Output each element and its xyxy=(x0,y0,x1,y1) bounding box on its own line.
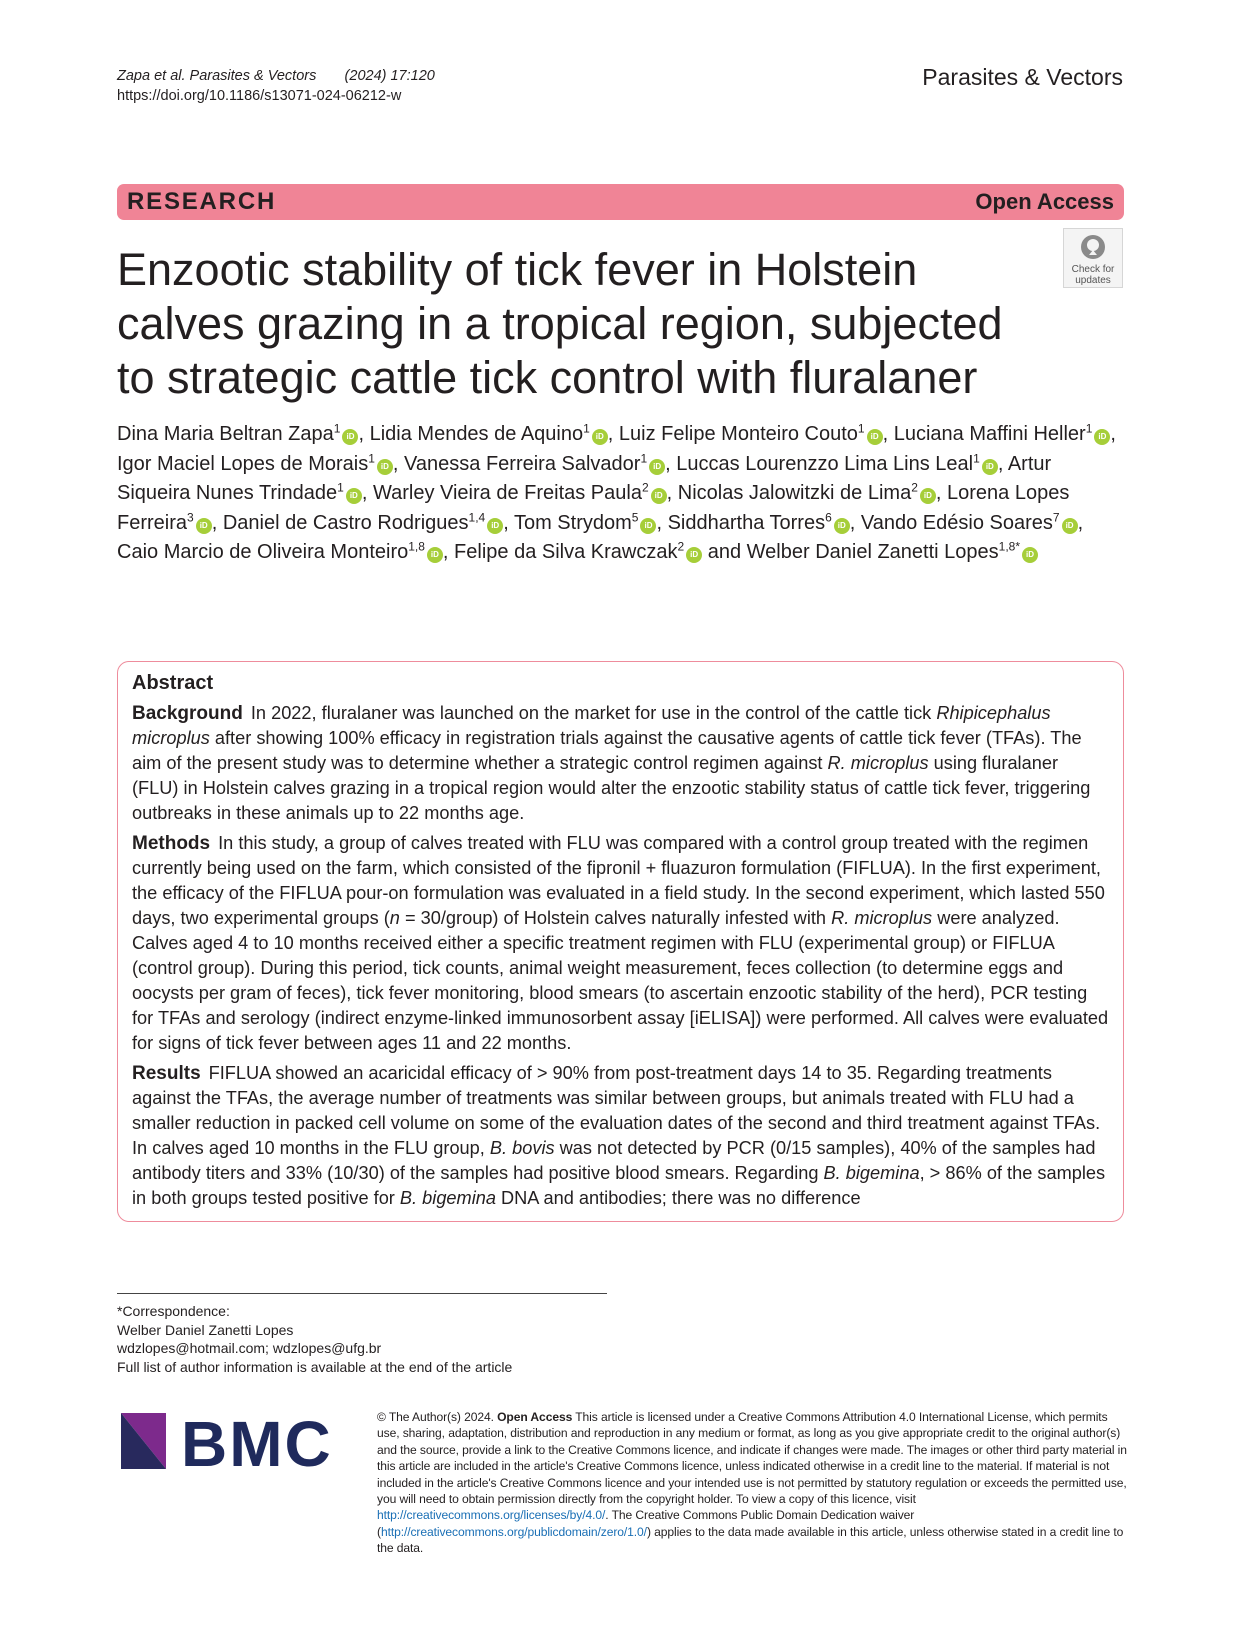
author-entry xyxy=(117,541,454,563)
author-separator: , xyxy=(503,511,514,534)
author-entry xyxy=(678,482,947,504)
orcid-icon[interactable]: iD xyxy=(592,429,608,445)
article-type-label: RESEARCH xyxy=(127,188,277,215)
orcid-icon[interactable]: iD xyxy=(487,518,503,534)
check-for-updates-button[interactable] xyxy=(1063,228,1123,288)
author-entry xyxy=(117,423,370,445)
author-affiliation: 2 xyxy=(641,480,649,495)
author-entry xyxy=(894,423,1116,445)
author-entry xyxy=(404,450,677,475)
results-label: Results xyxy=(132,1063,201,1084)
bmc-logo-text: BMC xyxy=(181,1411,333,1471)
author-separator: , xyxy=(656,511,668,534)
author-entry xyxy=(676,450,1008,475)
orcid-icon[interactable]: iD xyxy=(834,518,850,534)
author-name[interactable]: Daniel de Castro Rodrigues xyxy=(222,511,469,534)
author-affiliation: 1,4 xyxy=(468,509,486,524)
author-name[interactable]: Artur Siqueira Nunes Trindade xyxy=(117,452,1052,504)
author-affiliation: 6 xyxy=(825,509,832,524)
footnote-divider xyxy=(117,1293,607,1294)
license-body-1: This article is licensed under a Creative Commons Attribution 4.0 International License, which permits use, sharing, adaptation, distribution and reproduction in any medium or format, as long as you give appropriate credit to the original author(s) and the source, provide a link to the Creative Commons licence, and indicate if changes were made. The images or other third party material in this article are included in the article's Creative Commons licence, unless indicated otherwise in a credit line to the material. If material is not included in the article's Creative Commons licence and your intended use is not permitted by statutory regulation or exceeds the permitted use, you will need to obtain permission directly from the copyright holder. To view a copy of this licence, visit xyxy=(377,1410,1127,1507)
author-separator: , xyxy=(665,452,677,475)
author-separator: , xyxy=(666,482,678,504)
orcid-icon[interactable]: iD xyxy=(1022,547,1038,563)
author-separator: , xyxy=(211,511,223,534)
citation-authors: Zapa et al. xyxy=(117,68,186,84)
author-name[interactable]: Luiz Felipe Monteiro Couto xyxy=(618,423,858,445)
author-separator: , xyxy=(358,423,370,445)
orcid-icon[interactable]: iD xyxy=(1062,518,1078,534)
license-body-3: ) applies to the data made available in this article, unless otherwise stated in a credit line to the data. xyxy=(377,1524,1124,1556)
author-name[interactable]: Lidia Mendes de Aquino xyxy=(369,423,584,445)
results-text: FIFLUA showed an acaricidal efficacy of > 90% from post-treatment days 14 to 35. Regarding treatments against the TFAs, the average number of treatments was similar between groups, but animals treated with FLU had a smaller reduction in packed cell volume on some of the evaluation dates of the second and third treatment against TFAs. In calves aged 10 months in the FLU group, B. bovis was not detected by PCR (0/15 samples), 40% of the samples had antibody titers and 33% (10/30) of the samples had positive blood smears. Regarding B. bigemina, > 86% of the samples in both groups tested positive for B. bigemina DNA and antibodies; there was no difference xyxy=(132,1063,1106,1208)
author-affiliation: 1,8 xyxy=(408,539,425,554)
author-affiliation: 5 xyxy=(631,509,639,524)
license-copyright: © The Author(s) 2024. xyxy=(377,1410,494,1424)
author-affiliation: 1 xyxy=(857,421,865,436)
orcid-icon[interactable]: iD xyxy=(640,518,656,534)
citation-line xyxy=(117,66,435,86)
journal-name: Parasites & Vectors xyxy=(922,64,1123,90)
author-entry xyxy=(513,509,668,534)
author-entry xyxy=(222,509,514,534)
check-updates-icon xyxy=(1079,233,1107,261)
author-name[interactable]: Luccas Lourenzzo Lima Lins Leal xyxy=(676,452,974,475)
correspondence-emails[interactable]: wdzlopes@hotmail.com; wdzlopes@ufg.br xyxy=(117,1340,382,1356)
author-affiliation: 1 xyxy=(333,421,341,436)
orcid-icon[interactable]: iD xyxy=(686,547,702,563)
author-affiliation: 1 xyxy=(640,450,648,465)
author-separator: , xyxy=(361,482,373,504)
author-separator: and xyxy=(702,541,747,563)
orcid-icon[interactable]: iD xyxy=(867,429,883,445)
author-name[interactable]: Welber Daniel Zanetti Lopes xyxy=(746,541,999,563)
orcid-icon[interactable]: iD xyxy=(1094,429,1110,445)
citation-journal: Parasites & Vectors xyxy=(189,68,317,84)
author-affiliation: 1 xyxy=(583,421,590,436)
license-body-2: . The Creative Commons Public Domain Dedication waiver ( xyxy=(377,1508,915,1539)
author-entry xyxy=(454,541,747,563)
orcid-icon[interactable]: iD xyxy=(920,488,936,504)
author-separator: , xyxy=(1077,511,1084,534)
author-entry xyxy=(667,509,861,534)
correspondence-label: *Correspondence: xyxy=(117,1303,230,1319)
orcid-icon[interactable]: iD xyxy=(196,518,212,534)
orcid-icon[interactable]: iD xyxy=(649,459,665,475)
check-updates-line1: Check for xyxy=(1071,264,1115,275)
cc-by-link[interactable]: http://creativecommons.org/licenses/by/4.0/ xyxy=(377,1508,606,1523)
methods-text: In this study, a group of calves treated with FLU was compared with a control group treated with the regimen currently being used on the farm, which consisted of the fipronil + fluazuron formulation (FIFLUA). In the first experiment, the efficacy of the FIFLUA pour-on formulation was evaluated in a field study. In the second experiment, which lasted 550 days, two experimental groups (n = 30/group) of Holstein calves naturally infested with R. microplus were analyzed. Calves aged 4 to 10 months received either a specific treatment regimen with FLU (experimental group) or FIFLUA (control group). During this period, tick counts, animal weight measurement, feces collection (to determine eggs and oocysts per gram of feces), tick fever monitoring, blood smears (to ascertain enzootic stability of the herd), PCR testing for TFAs and serology (indirect enzyme-linked immunosorbent assay [iELISA]) were performed. All calves were evaluated for signs of tick fever between ages 11 and 22 months. xyxy=(132,833,1109,1053)
author-entry xyxy=(619,423,894,445)
author-entry xyxy=(370,423,619,445)
author-separator: , xyxy=(849,511,861,534)
license-text xyxy=(377,1409,1129,1557)
orcid-icon[interactable]: iD xyxy=(427,547,443,563)
abstract-background xyxy=(132,701,1109,826)
correspondence-name: Welber Daniel Zanetti Lopes xyxy=(117,1321,294,1338)
author-affiliation: 2 xyxy=(911,480,918,495)
bmc-logo xyxy=(121,1411,346,1471)
author-name[interactable]: Tom Strydom xyxy=(513,511,632,534)
abstract-methods xyxy=(132,831,1109,1056)
author-name[interactable]: Lorena Lopes Ferreira xyxy=(117,482,1070,534)
article-title: Enzootic stability of tick fever in Holstein calves grazing in a tropical region, subjected to strategic cattle tick control with fluralaner xyxy=(117,244,1003,403)
doi-link[interactable]: https://doi.org/10.1186/s13071-024-06212-w xyxy=(117,88,402,104)
cc-zero-link[interactable]: http://creativecommons.org/publicdomain/zero/1.0/ xyxy=(380,1524,647,1539)
check-updates-line2: updates xyxy=(1075,275,1111,286)
author-affiliation: 1,8* xyxy=(998,539,1021,554)
author-entry xyxy=(860,509,1084,534)
background-label: Background xyxy=(132,703,243,724)
author-name[interactable]: Vando Edésio Soares xyxy=(860,511,1053,534)
orcid-icon[interactable]: iD xyxy=(346,488,362,504)
methods-label: Methods xyxy=(132,833,211,854)
citation-volume: (2024) 17:120 xyxy=(344,68,435,84)
author-affiliation: 1 xyxy=(337,480,344,495)
author-entry xyxy=(747,541,1038,563)
author-entry xyxy=(373,482,678,504)
author-name[interactable]: Igor Maciel Lopes de Morais xyxy=(117,452,369,475)
article-type-banner xyxy=(117,184,1124,220)
author-name[interactable]: Dina Maria Beltran Zapa xyxy=(117,423,334,445)
author-affiliation: 1 xyxy=(973,450,980,465)
background-text: In 2022, fluralaner was launched on the market for use in the control of the cattle tick Rhipicephalus microplus after showing 100% efficacy in registration trials against the causative agents of cattle tick fever (TFAs). The aim of the present study was to determine whether a strategic control regimen against R. microplus using fluralaner (FLU) in Holstein calves grazing in a tropical region would alter the enzootic stability status of cattle tick fever, triggering outbreaks in these animals up to 22 months age. xyxy=(132,703,1091,823)
author-name[interactable]: Warley Vieira de Freitas Paula xyxy=(372,482,642,504)
abstract-heading: Abstract xyxy=(132,672,214,694)
author-affiliation: 2 xyxy=(677,539,685,554)
author-name[interactable]: Caio Marcio de Oliveira Monteiro xyxy=(117,541,409,563)
bmc-logo-graphic xyxy=(121,1411,346,1471)
orcid-icon[interactable]: iD xyxy=(342,429,358,445)
open-access-label: Open Access xyxy=(975,189,1114,214)
author-separator: , xyxy=(392,452,405,475)
author-separator: , xyxy=(442,541,455,563)
orcid-icon[interactable]: iD xyxy=(377,459,393,475)
correspondence-block xyxy=(117,1302,512,1376)
citation-header xyxy=(117,66,435,106)
author-name[interactable]: Luciana Maffini Heller xyxy=(893,423,1086,445)
author-affiliation: 1 xyxy=(368,450,375,465)
orcid-icon[interactable]: iD xyxy=(651,488,667,504)
correspondence-note: Full list of author information is available at the end of the article xyxy=(117,1358,513,1375)
license-open-access: Open Access xyxy=(497,1410,573,1424)
author-entry xyxy=(117,450,405,475)
author-name[interactable]: Felipe da Silva Krawczak xyxy=(454,541,678,563)
author-affiliation: 7 xyxy=(1052,509,1060,524)
author-separator: , xyxy=(882,423,894,445)
author-affiliation: 1 xyxy=(1085,421,1093,436)
author-separator: , xyxy=(607,423,619,445)
author-name[interactable]: Siddhartha Torres xyxy=(667,511,826,534)
author-separator: , xyxy=(935,482,948,504)
author-separator: , xyxy=(997,452,1008,475)
author-list xyxy=(117,420,1127,568)
orcid-icon[interactable]: iD xyxy=(982,459,998,475)
author-separator: , xyxy=(1110,423,1116,445)
author-name[interactable]: Vanessa Ferreira Salvador xyxy=(404,452,641,475)
abstract-box xyxy=(117,661,1124,1222)
author-affiliation: 3 xyxy=(187,509,194,524)
abstract-results xyxy=(132,1061,1109,1211)
author-name[interactable]: Nicolas Jalowitzki de Lima xyxy=(677,482,912,504)
